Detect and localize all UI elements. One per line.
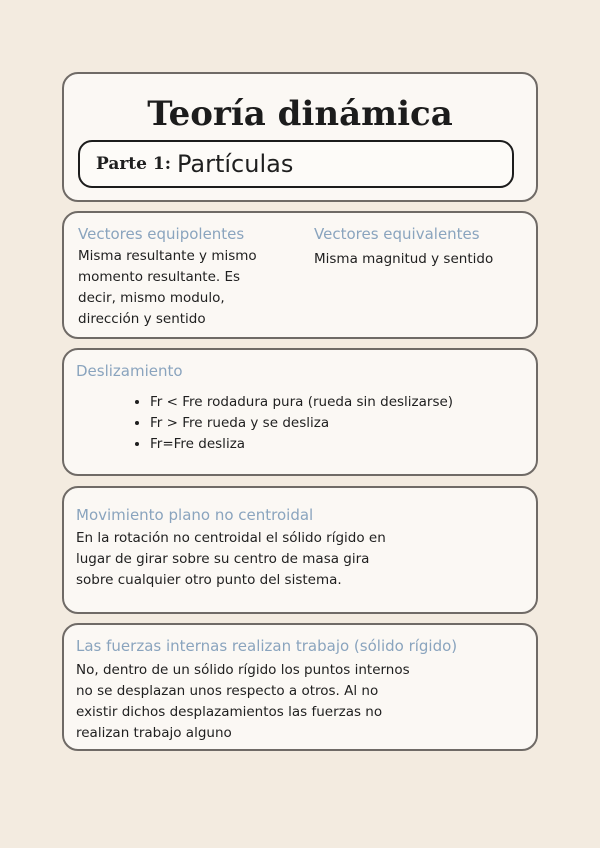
list-item: • Fr > Fre rueda y se desliza	[150, 413, 453, 434]
list-item: • Fr=Fre desliza	[150, 434, 453, 455]
text-line: Misma resultante y mismo	[78, 248, 257, 264]
equipolent-text	[78, 246, 298, 330]
internal-forces-card	[62, 623, 538, 751]
title-card	[62, 72, 538, 202]
sliding-heading: Deslizamiento	[76, 362, 183, 380]
text-line: En la rotación no centroidal el sólido rígido en	[76, 530, 386, 546]
plane-motion-card	[62, 486, 538, 614]
plane-motion-text	[76, 528, 516, 591]
text-line: dirección y sentido	[78, 311, 206, 327]
sliding-list	[134, 392, 453, 455]
plane-motion-heading: Movimiento plano no centroidal	[76, 506, 314, 524]
internal-forces-text	[76, 660, 516, 744]
equivalent-text: Misma magnitud y sentido	[314, 251, 494, 267]
vectors-card	[62, 211, 538, 339]
text-line: sobre cualquier otro punto del sistema.	[76, 572, 342, 588]
text-line: decir, mismo modulo,	[78, 290, 225, 306]
equipolent-heading: Vectores equipolentes	[78, 225, 245, 243]
sliding-card	[62, 348, 538, 476]
internal-forces-heading: Las fuerzas internas realizan trabajo (sólido rígido)	[76, 637, 458, 655]
text-line: existir dichos desplazamientos las fuerzas no	[76, 704, 383, 720]
text-line: lugar de girar sobre su centro de masa gira	[76, 551, 370, 567]
part-box	[78, 140, 514, 188]
part-label: Parte 1:	[96, 154, 171, 174]
equivalent-heading: Vectores equivalentes	[314, 225, 480, 243]
list-item: • Fr < Fre rodadura pura (rueda sin deslizarse)	[150, 392, 453, 413]
text-line: No, dentro de un sólido rígido los puntos internos	[76, 662, 410, 678]
text-line: momento resultante. Es	[78, 269, 241, 285]
text-line: realizan trabajo alguno	[76, 725, 232, 741]
page-title: Teoría dinámica	[147, 94, 453, 134]
part-name: Partículas	[177, 150, 294, 178]
text-line: no se desplazan unos respecto a otros. Al no	[76, 683, 379, 699]
